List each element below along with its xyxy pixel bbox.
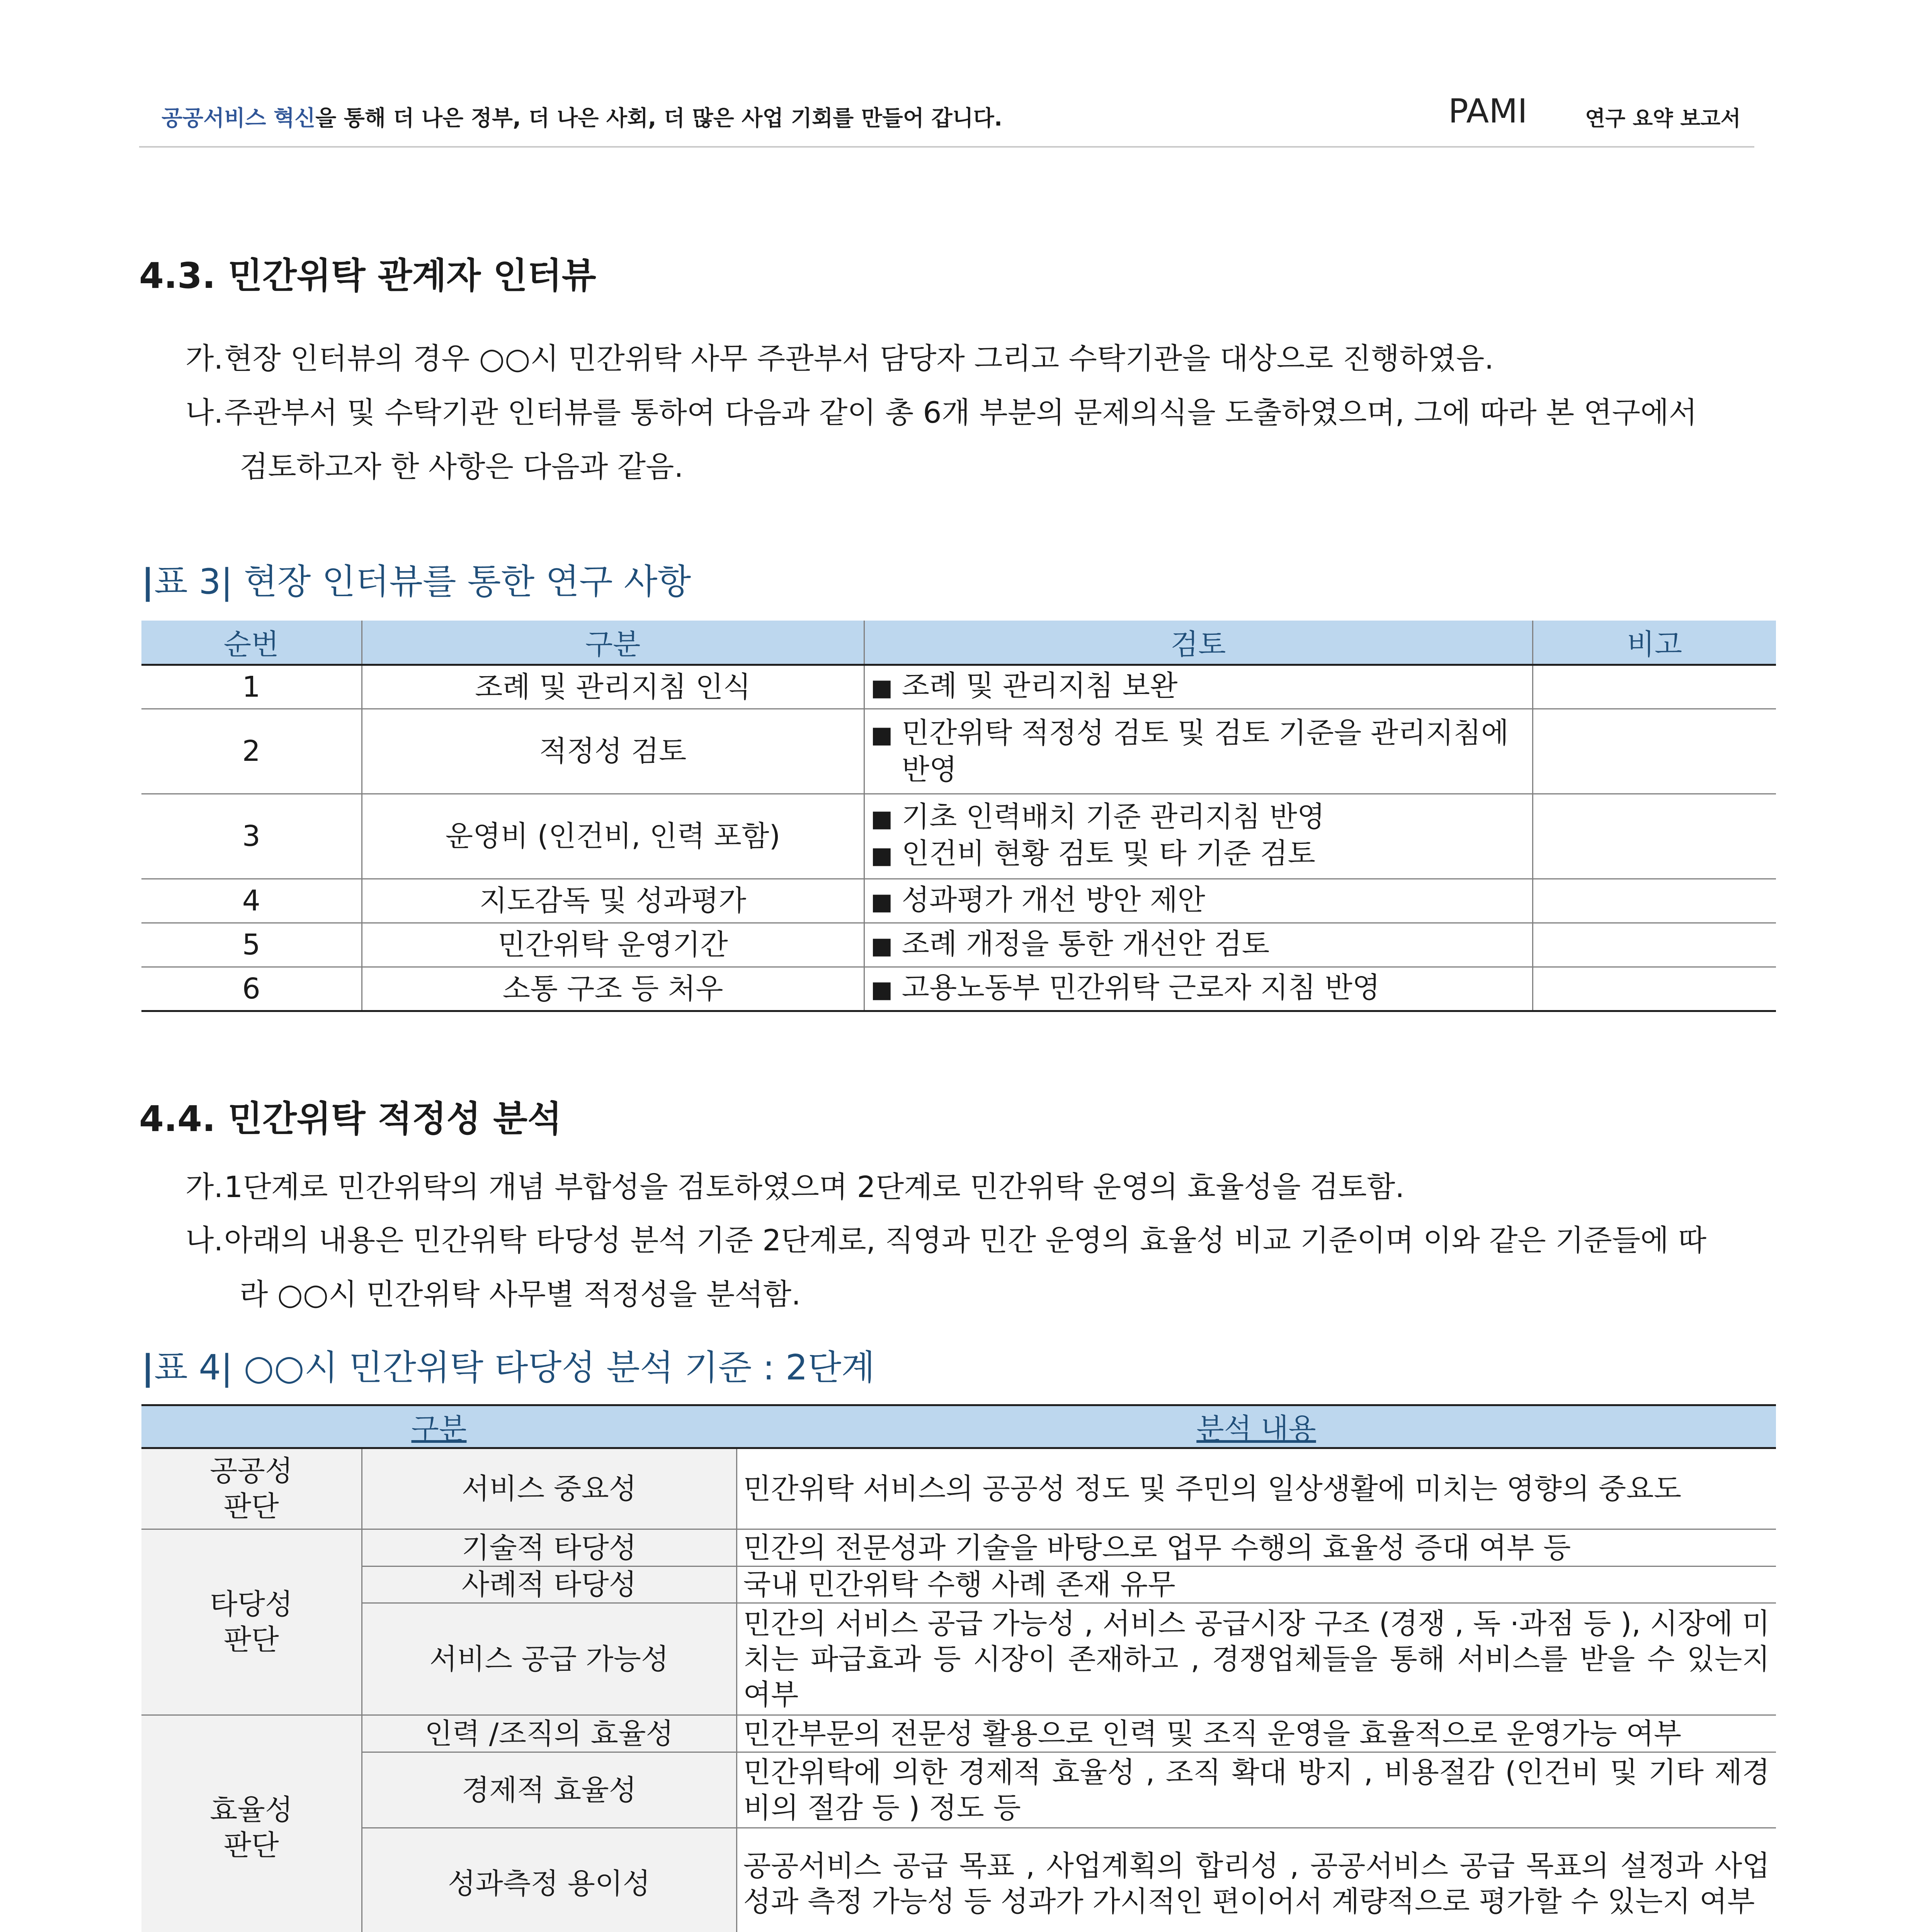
criterion-content: 민간부문의 전문성 활용으로 인력 및 조직 운영을 효율적으로 운영가능 여부	[737, 1715, 1776, 1752]
table-3	[141, 621, 1776, 1012]
table-row	[141, 1752, 1776, 1828]
group-label: 타당성 판단	[141, 1529, 362, 1715]
row-review	[864, 709, 1533, 794]
caption-bar: |	[141, 561, 154, 602]
caption-text: 표 3| 현장 인터뷰를 통한 연구 사항	[154, 561, 691, 602]
para-text: 아래의 내용은 민간위탁 타당성 분석 기준 2단계로, 직영과 민간 운영의 효율성 비교 기준이며 이와 같은 기준들에 따	[224, 1223, 1707, 1257]
bullet-icon: ■	[871, 976, 893, 1003]
para-text: 현장 인터뷰의 경우 ○○시 민간위탁 사무 주관부서 담당자 그리고 수탁기관을 대상으로 진행하였음.	[224, 341, 1494, 376]
criterion-content: 민간의 서비스 공급 가능성 , 서비스 공급시장 구조 (경쟁 , 독 ·과점 등 ), 시장에 미치는 파급효과 등 시장이 존재하고 , 경쟁업체들을 통해 서비스를 받을 수 있는지 여부	[737, 1603, 1776, 1715]
criterion: 서비스 중요성	[362, 1448, 737, 1529]
table-4	[141, 1404, 1776, 1932]
review-item: 조례 개정을 통한 개선안 검토	[902, 927, 1270, 961]
review-item: 조례 및 관리지침 보완	[902, 669, 1178, 702]
table-row	[141, 709, 1776, 794]
criterion: 인력 /조직의 효율성	[362, 1715, 737, 1752]
review-item: 민간위탁 적정성 검토 및 검토 기준을 관리지침에 반영	[902, 716, 1509, 786]
table-row	[141, 665, 1776, 709]
section-43-para-na-cont: 검토하고자 한 사항은 다음과 같음.	[240, 449, 684, 484]
row-category: 적정성 검토	[362, 709, 864, 794]
slogan-highlight: 공공서비스 혁신	[162, 106, 316, 131]
row-number: 2	[141, 709, 362, 794]
criterion: 성과측정 용이성	[362, 1828, 737, 1932]
criterion-content: 국내 민간위탁 수행 사례 존재 유무	[737, 1566, 1776, 1603]
table-row	[141, 1828, 1776, 1932]
section-44-para-na	[185, 1213, 1706, 1267]
header-slogan	[162, 101, 1002, 132]
para-mark: 나.	[185, 395, 223, 430]
bullet-icon: ■	[871, 805, 893, 832]
table-row	[141, 879, 1776, 923]
table-row	[141, 967, 1776, 1011]
review-item: 고용노동부 민간위탁 근로자 지침 반영	[902, 971, 1380, 1004]
bullet-icon: ■	[871, 842, 893, 869]
row-note	[1533, 967, 1776, 1011]
row-review	[864, 923, 1533, 967]
group-label: 효율성 판단	[141, 1715, 362, 1932]
header-brand: PAMI	[1448, 92, 1527, 131]
group-label: 공공성 판단	[141, 1448, 362, 1529]
table-row	[141, 794, 1776, 879]
row-review	[864, 879, 1533, 923]
table-row	[141, 1566, 1776, 1603]
row-note	[1533, 665, 1776, 709]
table-3-header: 구분	[362, 621, 864, 665]
bullet-icon: ■	[871, 674, 893, 701]
table-row	[141, 1529, 1776, 1566]
row-note	[1533, 794, 1776, 879]
para-mark: 가.	[185, 341, 223, 376]
review-item: 기초 인력배치 기준 관리지침 반영	[902, 800, 1325, 833]
row-category: 소통 구조 등 처우	[362, 967, 864, 1011]
table-row	[141, 923, 1776, 967]
review-item: 성과평가 개선 방안 제안	[902, 883, 1205, 917]
row-note	[1533, 923, 1776, 967]
section-43-title: 4.3. 민간위탁 관계자 인터뷰	[139, 255, 596, 296]
caption-text: 표 4| ○○시 민간위탁 타당성 분석 기준 : 2단계	[154, 1347, 875, 1388]
row-category: 지도감독 및 성과평가	[362, 879, 864, 923]
criterion-content: 민간의 전문성과 기술을 바탕으로 업무 수행의 효율성 증대 여부 등	[737, 1529, 1776, 1566]
header-divider	[139, 146, 1754, 148]
row-number: 3	[141, 794, 362, 879]
review-item: 인건비 현황 검토 및 타 기준 검토	[902, 837, 1315, 870]
bullet-icon: ■	[871, 888, 893, 915]
section-44-para-na-cont: 라 ○○시 민간위탁 사무별 적정성을 분석함.	[240, 1277, 801, 1311]
section-43-para-na	[185, 386, 1697, 440]
criterion: 서비스 공급 가능성	[362, 1603, 737, 1715]
header-doc-type: 연구 요약 보고서	[1585, 106, 1741, 131]
section-44-para-ga	[185, 1160, 1405, 1214]
bullet-icon: ■	[871, 721, 893, 748]
row-category: 운영비 (인건비, 인력 포함)	[362, 794, 864, 879]
row-category: 조례 및 관리지침 인식	[362, 665, 864, 709]
section-44-title: 4.4. 민간위탁 적정성 분석	[139, 1098, 562, 1139]
table-4-header: 분석 내용	[737, 1405, 1776, 1448]
criterion-content: 공공서비스 공급 목표 , 사업계획의 합리성 , 공공서비스 공급 목표의 설정과 사업성과 측정 가능성 등 성과가 가시적인 편이어서 계량적으로 평가할 수 있는지 여부	[737, 1828, 1776, 1932]
row-number: 1	[141, 665, 362, 709]
criterion-content: 민간위탁에 의한 경제적 효율성 , 조직 확대 방지 , 비용절감 (인건비 및 기타 제경비의 절감 등 ) 정도 등	[737, 1752, 1776, 1828]
slogan-rest: 을 통해 더 나은 정부, 더 나은 사회, 더 많은 사업 기회를 만들어 갑니다.	[315, 106, 1003, 131]
table-4-header: 구분	[141, 1405, 737, 1448]
para-text: 1단계로 민간위탁의 개념 부합성을 검토하였으며 2단계로 민간위탁 운영의 효율성을 검토함.	[224, 1170, 1405, 1204]
row-note	[1533, 709, 1776, 794]
table-row	[141, 1448, 1776, 1529]
para-text: 주관부서 및 수탁기관 인터뷰를 통하여 다음과 같이 총 6개 부분의 문제의식을 도출하였으며, 그에 따라 본 연구에서	[224, 395, 1698, 430]
row-category: 민간위탁 운영기간	[362, 923, 864, 967]
criterion: 사례적 타당성	[362, 1566, 737, 1603]
row-review	[864, 967, 1533, 1011]
table-row	[141, 1715, 1776, 1752]
table-3-caption	[141, 553, 691, 604]
table-4-caption	[141, 1339, 875, 1389]
row-number: 5	[141, 923, 362, 967]
caption-bar: |	[141, 1347, 154, 1388]
para-mark: 나.	[185, 1223, 223, 1257]
table-3-header: 비고	[1533, 621, 1776, 665]
table-3-header: 검토	[864, 621, 1533, 665]
row-note	[1533, 879, 1776, 923]
criterion: 경제적 효율성	[362, 1752, 737, 1828]
row-review	[864, 794, 1533, 879]
table-row	[141, 1603, 1776, 1715]
bullet-icon: ■	[871, 932, 893, 959]
section-43-para-ga	[185, 332, 1494, 386]
row-review	[864, 665, 1533, 709]
table-3-header: 순번	[141, 621, 362, 665]
para-mark: 가.	[185, 1170, 223, 1204]
row-number: 6	[141, 967, 362, 1011]
criterion: 기술적 타당성	[362, 1529, 737, 1566]
criterion-content: 민간위탁 서비스의 공공성 정도 및 주민의 일상생활에 미치는 영향의 중요도	[737, 1448, 1776, 1529]
row-number: 4	[141, 879, 362, 923]
